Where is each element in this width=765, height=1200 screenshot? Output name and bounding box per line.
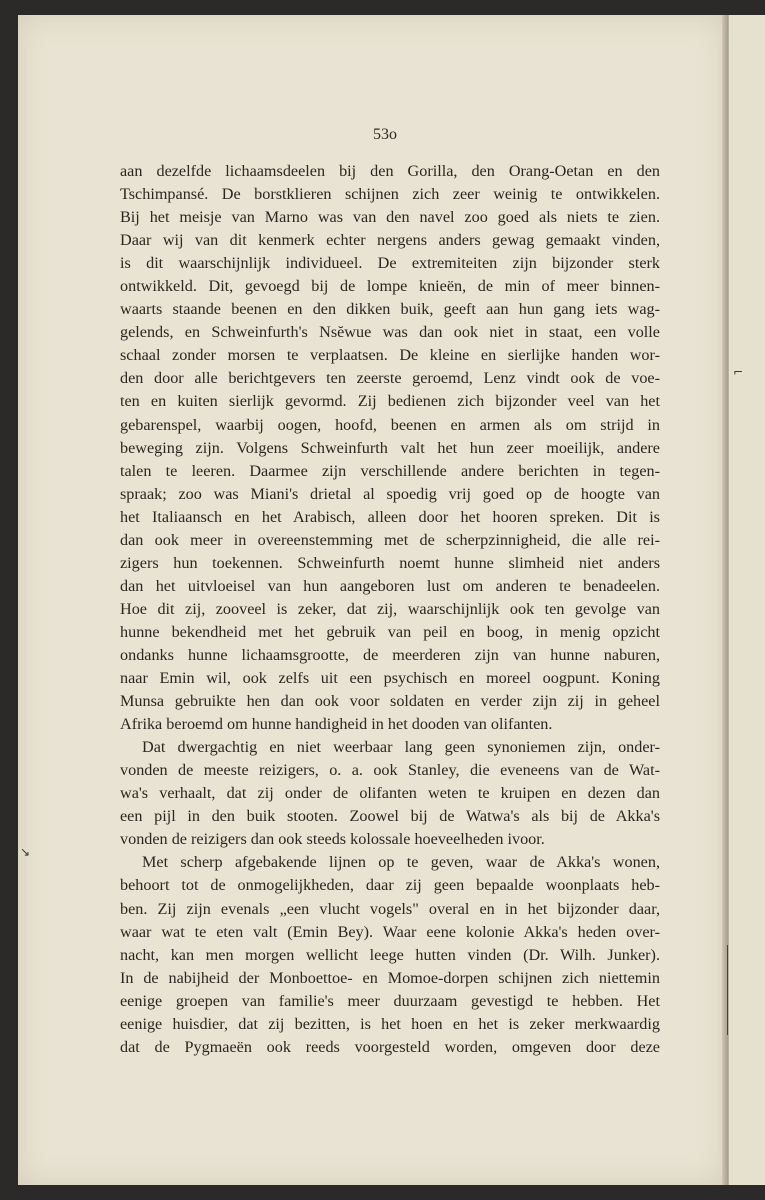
text-line: ben. Zij zijn evenals „een vlucht vogels" overal en in het bijzonder daar,	[120, 899, 660, 918]
text-line: talen te leeren. Daarmee zijn verschillende andere berichten in tegen-	[120, 461, 660, 480]
text-line: een pijl in den buik stooten. Zoowel bij de Watwa's als bij de Akka's	[120, 807, 660, 826]
text-line: dat de Pygmaeën ook reeds voorgesteld worden, omgeven door deze	[120, 1037, 660, 1056]
text-line: Hoe dit zij, zooveel is zeker, dat zij, waarschijnlijk ook ten gevolge van	[120, 599, 660, 618]
text-line: ontwikkeld. Dit, gevoegd bij de lompe knieën, de min of meer binnen-	[120, 277, 660, 296]
text-line: is dit waarschijnlijk individueel. De extremiteiten zijn bijzonder sterk	[120, 254, 660, 273]
text-line: ten en kuiten sierlijk gevormd. Zij bedienen zich bijzonder veel van het	[120, 392, 660, 411]
next-page-edge	[728, 15, 765, 1185]
text-line: zigers hun toekennen. Schweinfurth noemt hunne slimheid niet anders	[120, 553, 660, 572]
text-line: Bij het meisje van Marno was van den navel zoo goed als niets te zien.	[120, 208, 660, 227]
text-line: schaal zonder morsen te verplaatsen. De kleine en sierlijke handen wor-	[120, 346, 660, 365]
text-line: ondanks hunne lichaamsgrootte, de meerderen zijn van hunne naburen,	[120, 645, 660, 664]
text-line: eenige huisdier, dat zij bezitten, is het hoen en het is zeker merkwaardig	[120, 1014, 660, 1033]
text-line: eenige groepen van familie's meer duurzaam gevestigd te hebben. Het	[120, 991, 660, 1010]
text-line: hunne bekendheid met het gebruik van peil en boog, in menig opzicht	[120, 622, 660, 641]
body-text	[120, 160, 660, 1059]
text-line: beweging zijn. Volgens Schweinfurth valt het hun zeer moeilijk, andere	[120, 438, 660, 457]
page-number: 53o	[373, 126, 397, 143]
text-line: waar wat te eten valt (Emin Bey). Waar eene kolonie Akka's heden over-	[120, 922, 660, 941]
text-line: In de nabijheid der Monboettoe- en Momoe-dorpen schijnen zich niettemin	[120, 968, 660, 987]
text-line: dan ook meer in overeenstemming met de scherpzinnigheid, die alle rei-	[120, 530, 660, 549]
text-line: Dat dwergachtig en niet weerbaar lang geen synoniemen zijn, onder-	[142, 738, 660, 757]
text-line: Tschimpansé. De borstklieren schijnen zich zeer weinig te ontwikkelen.	[120, 185, 660, 204]
text-line: spraak; zoo was Miani's drietal al spoedig vrij goed op de hoogte van	[120, 484, 660, 503]
text-line: naar Emin wil, ook zelfs uit een psychisch en moreel oogpunt. Koning	[120, 669, 660, 688]
margin-mark: ↘	[20, 845, 31, 859]
text-line: nacht, kan men morgen wellicht leege hutten vinden (Dr. Wilh. Junker).	[120, 945, 660, 964]
text-line: aan dezelfde lichaamsdeelen bij den Gorilla, den Orang-Oetan en den	[120, 162, 660, 180]
text-line: waarts staande beenen en den dikken buik, geeft aan hun gang iets wag-	[120, 300, 660, 319]
text-line: den door alle berichtgevers ten zeerste geroemd, Lenz vindt ook de voe-	[120, 369, 660, 388]
text-line: Daar wij van dit kenmerk echter nergens anders gewag gemaakt vinden,	[120, 231, 660, 250]
text-line: gebarenspel, waarbij oogen, hoofd, beenen en armen als om strijd in	[120, 415, 660, 434]
text-line: gelends, en Schweinfurth's Nsĕwue was dan ook niet in staat, een volle	[120, 323, 660, 342]
spine-line	[727, 945, 728, 1035]
text-line: Afrika beroemd om hunne handigheid in het dooden van olifanten.	[120, 715, 553, 734]
text-line: Munsa gebruikte hen dan ook voor soldaten en verder zijn zij in geheel	[120, 692, 660, 711]
text-line: vonden de meeste reizigers, o. a. ook Stanley, die eveneens van de Wat-	[120, 761, 660, 780]
text-line: het Italiaansch en het Arabisch, alleen door het hooren spreken. Dit is	[120, 507, 660, 526]
text-line: dan het uitvloeisel van hun aangeboren lust om anderen te benadeelen.	[120, 576, 660, 595]
text-line: vonden de reizigers dan ook steeds kolossale hoeveelheden ivoor.	[120, 830, 545, 849]
text-line: behoort tot de onmogelijkheden, daar zij geen bepaalde woonplaats heb-	[120, 876, 660, 895]
margin-mark: ⌐	[733, 365, 744, 379]
text-line: wa's verhaalt, dat zij onder de olifanten weten te kruipen en dezen dan	[120, 784, 660, 803]
text-line: Met scherp afgebakende lijnen op te geven, waar de Akka's wonen,	[142, 853, 660, 872]
